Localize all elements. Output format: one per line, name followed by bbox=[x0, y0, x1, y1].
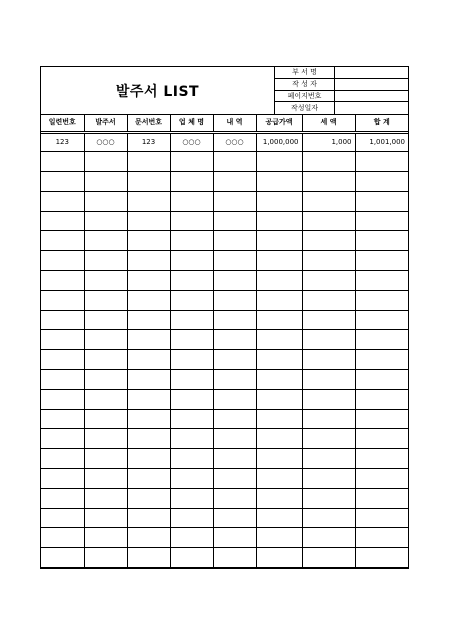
cell-details[interactable] bbox=[213, 370, 256, 390]
cell-serial[interactable] bbox=[41, 271, 84, 291]
cell-tax[interactable] bbox=[302, 469, 355, 489]
cell-supply-amount[interactable] bbox=[256, 290, 302, 310]
cell-doc-number[interactable] bbox=[127, 350, 170, 370]
cell-order[interactable]: ○○○ bbox=[84, 132, 127, 152]
cell-tax[interactable] bbox=[302, 528, 355, 548]
cell-details[interactable] bbox=[213, 231, 256, 251]
table-row bbox=[41, 191, 408, 211]
cell-order[interactable] bbox=[84, 310, 127, 330]
cell-supply-amount[interactable] bbox=[256, 191, 302, 211]
cell-company[interactable] bbox=[170, 528, 213, 548]
cell-supply-amount[interactable] bbox=[256, 389, 302, 409]
cell-serial[interactable] bbox=[41, 330, 84, 350]
cell-serial[interactable] bbox=[41, 469, 84, 489]
cell-total[interactable] bbox=[355, 251, 408, 271]
table-row bbox=[41, 469, 408, 489]
cell-serial[interactable] bbox=[41, 290, 84, 310]
table-row bbox=[41, 132, 408, 152]
cell-details[interactable] bbox=[213, 330, 256, 350]
table-row bbox=[41, 172, 408, 192]
cell-doc-number[interactable] bbox=[127, 172, 170, 192]
cell-total[interactable] bbox=[355, 290, 408, 310]
cell-order[interactable] bbox=[84, 191, 127, 211]
cell-total[interactable] bbox=[355, 330, 408, 350]
cell-company[interactable]: ○○○ bbox=[170, 132, 213, 152]
cell-company[interactable] bbox=[170, 429, 213, 449]
cell-order[interactable] bbox=[84, 528, 127, 548]
cell-company[interactable] bbox=[170, 389, 213, 409]
cell-total[interactable] bbox=[355, 310, 408, 330]
cell-order[interactable] bbox=[84, 449, 127, 469]
cell-supply-amount[interactable] bbox=[256, 409, 302, 429]
meta-value-author[interactable] bbox=[335, 79, 408, 90]
cell-order[interactable] bbox=[84, 172, 127, 192]
cell-order[interactable] bbox=[84, 211, 127, 231]
cell-tax[interactable] bbox=[302, 310, 355, 330]
cell-supply-amount[interactable]: 1,000,000 bbox=[256, 132, 302, 152]
cell-supply-amount[interactable] bbox=[256, 548, 302, 568]
table-row bbox=[41, 488, 408, 508]
cell-order[interactable] bbox=[84, 370, 127, 390]
cell-total[interactable] bbox=[355, 152, 408, 172]
cell-supply-amount[interactable] bbox=[256, 172, 302, 192]
cell-supply-amount[interactable] bbox=[256, 330, 302, 350]
cell-order[interactable] bbox=[84, 488, 127, 508]
cell-tax[interactable] bbox=[302, 429, 355, 449]
cell-serial[interactable] bbox=[41, 231, 84, 251]
cell-total[interactable] bbox=[355, 172, 408, 192]
cell-supply-amount[interactable] bbox=[256, 488, 302, 508]
cell-order[interactable] bbox=[84, 429, 127, 449]
cell-company[interactable] bbox=[170, 172, 213, 192]
cell-supply-amount[interactable] bbox=[256, 350, 302, 370]
cell-order[interactable] bbox=[84, 469, 127, 489]
cell-serial[interactable] bbox=[41, 548, 84, 568]
cell-total[interactable] bbox=[355, 548, 408, 568]
cell-supply-amount[interactable] bbox=[256, 310, 302, 330]
table-row bbox=[41, 290, 408, 310]
meta-value-date[interactable] bbox=[335, 102, 408, 114]
meta-value-department[interactable] bbox=[335, 67, 408, 78]
cell-supply-amount[interactable] bbox=[256, 211, 302, 231]
table-row bbox=[41, 271, 408, 291]
cell-supply-amount[interactable] bbox=[256, 271, 302, 291]
cell-tax[interactable] bbox=[302, 409, 355, 429]
col-header-supply-amount: 공급가액 bbox=[256, 114, 302, 132]
cell-details[interactable] bbox=[213, 449, 256, 469]
cell-doc-number[interactable] bbox=[127, 191, 170, 211]
cell-order[interactable] bbox=[84, 548, 127, 568]
cell-tax[interactable] bbox=[302, 172, 355, 192]
table-row bbox=[41, 429, 408, 449]
cell-details[interactable] bbox=[213, 409, 256, 429]
cell-doc-number[interactable] bbox=[127, 310, 170, 330]
cell-doc-number[interactable] bbox=[127, 488, 170, 508]
cell-total[interactable] bbox=[355, 350, 408, 370]
cell-supply-amount[interactable] bbox=[256, 370, 302, 390]
cell-details[interactable] bbox=[213, 172, 256, 192]
cell-doc-number[interactable] bbox=[127, 370, 170, 390]
meta-row-page-number bbox=[275, 91, 408, 103]
cell-serial[interactable] bbox=[41, 172, 84, 192]
cell-doc-number[interactable] bbox=[127, 330, 170, 350]
cell-total[interactable] bbox=[355, 271, 408, 291]
cell-company[interactable] bbox=[170, 211, 213, 231]
cell-supply-amount[interactable] bbox=[256, 528, 302, 548]
cell-tax[interactable]: 1,000 bbox=[302, 132, 355, 152]
cell-total[interactable]: 1,001,000 bbox=[355, 132, 408, 152]
cell-serial[interactable] bbox=[41, 429, 84, 449]
cell-order[interactable] bbox=[84, 271, 127, 291]
cell-total[interactable] bbox=[355, 488, 408, 508]
cell-company[interactable] bbox=[170, 152, 213, 172]
cell-tax[interactable] bbox=[302, 271, 355, 291]
meta-label-department: 부 서 명 bbox=[275, 67, 335, 78]
cell-company[interactable] bbox=[170, 548, 213, 568]
col-header-tax: 세 액 bbox=[302, 114, 355, 132]
cell-order[interactable] bbox=[84, 330, 127, 350]
cell-details[interactable] bbox=[213, 271, 256, 291]
meta-value-page-number[interactable] bbox=[335, 91, 408, 102]
cell-tax[interactable] bbox=[302, 152, 355, 172]
cell-serial[interactable] bbox=[41, 211, 84, 231]
cell-serial[interactable] bbox=[41, 528, 84, 548]
cell-company[interactable] bbox=[170, 310, 213, 330]
col-header-doc-number: 문서번호 bbox=[127, 114, 170, 132]
table-row bbox=[41, 508, 408, 528]
cell-order[interactable] bbox=[84, 290, 127, 310]
cell-supply-amount[interactable] bbox=[256, 508, 302, 528]
cell-tax[interactable] bbox=[302, 370, 355, 390]
cell-doc-number[interactable] bbox=[127, 528, 170, 548]
cell-tax[interactable] bbox=[302, 290, 355, 310]
cell-details[interactable]: ○○○ bbox=[213, 132, 256, 152]
cell-company[interactable] bbox=[170, 231, 213, 251]
cell-company[interactable] bbox=[170, 370, 213, 390]
cell-supply-amount[interactable] bbox=[256, 251, 302, 271]
cell-tax[interactable] bbox=[302, 251, 355, 271]
cell-company[interactable] bbox=[170, 271, 213, 291]
cell-tax[interactable] bbox=[302, 191, 355, 211]
col-header-serial: 일련번호 bbox=[41, 114, 84, 132]
cell-company[interactable] bbox=[170, 330, 213, 350]
cell-company[interactable] bbox=[170, 469, 213, 489]
table-row bbox=[41, 330, 408, 350]
table-row bbox=[41, 251, 408, 271]
table-header-row bbox=[41, 114, 408, 132]
cell-company[interactable] bbox=[170, 191, 213, 211]
col-header-total: 합 계 bbox=[355, 114, 408, 132]
cell-order[interactable] bbox=[84, 251, 127, 271]
cell-serial[interactable] bbox=[41, 389, 84, 409]
cell-doc-number[interactable] bbox=[127, 449, 170, 469]
cell-supply-amount[interactable] bbox=[256, 231, 302, 251]
cell-details[interactable] bbox=[213, 429, 256, 449]
table-body bbox=[41, 132, 408, 568]
cell-serial[interactable] bbox=[41, 152, 84, 172]
cell-order[interactable] bbox=[84, 508, 127, 528]
cell-serial[interactable] bbox=[41, 508, 84, 528]
meta-row-author bbox=[275, 79, 408, 91]
cell-total[interactable] bbox=[355, 449, 408, 469]
cell-details[interactable] bbox=[213, 350, 256, 370]
cell-supply-amount[interactable] bbox=[256, 152, 302, 172]
cell-serial[interactable] bbox=[41, 251, 84, 271]
cell-details[interactable] bbox=[213, 152, 256, 172]
cell-details[interactable] bbox=[213, 251, 256, 271]
page-title: 발주서 LIST bbox=[115, 83, 200, 100]
col-header-order: 발주서 bbox=[84, 114, 127, 132]
cell-doc-number[interactable] bbox=[127, 231, 170, 251]
purchase-order-list-sheet bbox=[40, 66, 409, 569]
table-row bbox=[41, 350, 408, 370]
cell-total[interactable] bbox=[355, 191, 408, 211]
cell-order[interactable] bbox=[84, 350, 127, 370]
cell-details[interactable] bbox=[213, 528, 256, 548]
cell-tax[interactable] bbox=[302, 508, 355, 528]
cell-company[interactable] bbox=[170, 251, 213, 271]
cell-doc-number[interactable] bbox=[127, 389, 170, 409]
cell-order[interactable] bbox=[84, 152, 127, 172]
cell-total[interactable] bbox=[355, 469, 408, 489]
cell-details[interactable] bbox=[213, 290, 256, 310]
cell-order[interactable] bbox=[84, 231, 127, 251]
cell-total[interactable] bbox=[355, 211, 408, 231]
table-row bbox=[41, 152, 408, 172]
cell-doc-number[interactable] bbox=[127, 271, 170, 291]
meta-label-page-number: 페이지번호 bbox=[275, 91, 335, 102]
cell-tax[interactable] bbox=[302, 488, 355, 508]
meta-label-author: 작 성 자 bbox=[275, 79, 335, 90]
table-row bbox=[41, 310, 408, 330]
cell-serial[interactable] bbox=[41, 409, 84, 429]
cell-doc-number[interactable] bbox=[127, 508, 170, 528]
cell-order[interactable] bbox=[84, 409, 127, 429]
order-table bbox=[41, 114, 408, 568]
cell-company[interactable] bbox=[170, 508, 213, 528]
cell-tax[interactable] bbox=[302, 548, 355, 568]
cell-tax[interactable] bbox=[302, 350, 355, 370]
cell-company[interactable] bbox=[170, 449, 213, 469]
cell-total[interactable] bbox=[355, 370, 408, 390]
cell-details[interactable] bbox=[213, 469, 256, 489]
cell-details[interactable] bbox=[213, 548, 256, 568]
cell-details[interactable] bbox=[213, 508, 256, 528]
cell-doc-number[interactable] bbox=[127, 152, 170, 172]
cell-doc-number[interactable] bbox=[127, 211, 170, 231]
meta-info-box bbox=[274, 67, 408, 114]
cell-total[interactable] bbox=[355, 508, 408, 528]
cell-doc-number[interactable] bbox=[127, 469, 170, 489]
table-row bbox=[41, 211, 408, 231]
cell-total[interactable] bbox=[355, 231, 408, 251]
cell-tax[interactable] bbox=[302, 231, 355, 251]
cell-details[interactable] bbox=[213, 389, 256, 409]
cell-total[interactable] bbox=[355, 389, 408, 409]
cell-supply-amount[interactable] bbox=[256, 429, 302, 449]
col-header-details: 내 역 bbox=[213, 114, 256, 132]
cell-doc-number[interactable] bbox=[127, 409, 170, 429]
header-block bbox=[41, 67, 408, 115]
table-row bbox=[41, 409, 408, 429]
cell-company[interactable] bbox=[170, 409, 213, 429]
table-row bbox=[41, 231, 408, 251]
table-row bbox=[41, 449, 408, 469]
cell-serial[interactable] bbox=[41, 310, 84, 330]
cell-tax[interactable] bbox=[302, 330, 355, 350]
table-row bbox=[41, 528, 408, 548]
meta-row-department bbox=[275, 67, 408, 79]
cell-details[interactable] bbox=[213, 211, 256, 231]
cell-supply-amount[interactable] bbox=[256, 469, 302, 489]
cell-serial[interactable] bbox=[41, 370, 84, 390]
cell-serial[interactable] bbox=[41, 191, 84, 211]
cell-doc-number[interactable] bbox=[127, 429, 170, 449]
meta-label-date: 작성일자 bbox=[275, 102, 335, 114]
cell-order[interactable] bbox=[84, 389, 127, 409]
cell-serial[interactable] bbox=[41, 350, 84, 370]
cell-total[interactable] bbox=[355, 409, 408, 429]
cell-tax[interactable] bbox=[302, 389, 355, 409]
table-row bbox=[41, 548, 408, 568]
cell-company[interactable] bbox=[170, 488, 213, 508]
col-header-company: 업 체 명 bbox=[170, 114, 213, 132]
cell-tax[interactable] bbox=[302, 449, 355, 469]
cell-company[interactable] bbox=[170, 350, 213, 370]
cell-serial[interactable]: 123 bbox=[41, 132, 84, 152]
cell-doc-number[interactable] bbox=[127, 290, 170, 310]
cell-supply-amount[interactable] bbox=[256, 449, 302, 469]
cell-serial[interactable] bbox=[41, 449, 84, 469]
cell-doc-number[interactable] bbox=[127, 251, 170, 271]
cell-total[interactable] bbox=[355, 429, 408, 449]
table-row bbox=[41, 389, 408, 409]
cell-serial[interactable] bbox=[41, 488, 84, 508]
cell-total[interactable] bbox=[355, 528, 408, 548]
meta-row-date bbox=[275, 102, 408, 114]
cell-doc-number[interactable]: 123 bbox=[127, 132, 170, 152]
cell-details[interactable] bbox=[213, 488, 256, 508]
cell-doc-number[interactable] bbox=[127, 548, 170, 568]
cell-details[interactable] bbox=[213, 310, 256, 330]
cell-details[interactable] bbox=[213, 191, 256, 211]
table-row bbox=[41, 370, 408, 390]
cell-company[interactable] bbox=[170, 290, 213, 310]
cell-tax[interactable] bbox=[302, 211, 355, 231]
